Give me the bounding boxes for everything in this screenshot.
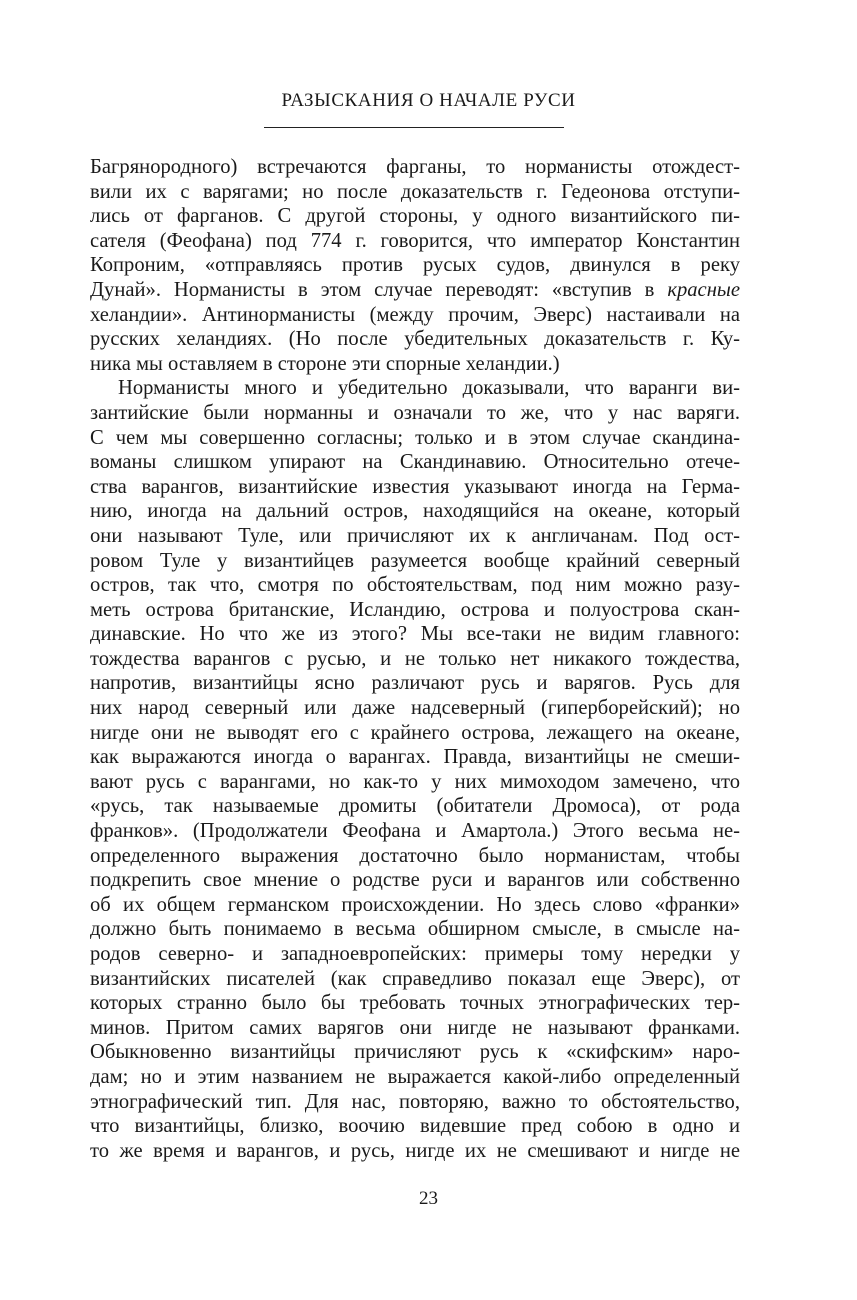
text-line-content: Копроним, «отправляясь против русых судов, двинулся в реку xyxy=(90,254,740,277)
text-line-content: «русь, так называемые дромиты (обитатели Дромоса), от рода xyxy=(90,795,740,818)
text-line xyxy=(90,1065,740,1090)
text-line-content: франков». (Продолжатели Феофана и Амартола.) Этого весьма не- xyxy=(90,820,740,843)
text-line xyxy=(90,401,740,426)
text-line xyxy=(90,327,740,352)
text-line xyxy=(90,180,740,205)
text-line xyxy=(90,204,740,229)
text-line xyxy=(90,1040,740,1065)
text-line xyxy=(90,1090,740,1115)
text-line-content: Дунай». Норманисты в этом случае переводят: «вступив в xyxy=(90,278,668,301)
text-line-content: то же время и варангов, и русь, нигде их не смешивают и нигде не xyxy=(90,1139,740,1162)
text-line-content: подкрепить свое мнение о родстве руси и варангов или собственно xyxy=(90,869,740,892)
text-line xyxy=(90,1139,740,1164)
text-line xyxy=(90,253,740,278)
text-line-content: ства варангов, византийские известия указывают иногда на Герма- xyxy=(90,475,740,498)
text-line-content: меть острова британские, Исландию, острова и полуострова скан- xyxy=(90,598,740,621)
text-line-content: вили их с варягами; но после доказательств г. Гедеонова отступи- xyxy=(90,180,740,203)
text-line-content: воманы слишком упирают на Скандинавию. Относительно отече- xyxy=(90,451,740,474)
page-number: 23 xyxy=(419,1188,438,1209)
text-line xyxy=(90,598,740,623)
text-line-content: дам; но и этим названием не выражается какой-либо определенный xyxy=(90,1065,740,1088)
text-line-content: которых странно было бы требовать точных этнографических тер- xyxy=(90,992,740,1015)
text-line xyxy=(90,278,740,303)
text-line-content: что византийцы, близко, воочию видевшие пред собою в одно и xyxy=(90,1115,740,1138)
italic-emphasis: красные xyxy=(667,278,740,301)
text-line-content: определенного выражения достаточно было норманистам, чтобы xyxy=(90,844,740,867)
text-line-content: тождества варангов с русью, и не только нет никакого тождества, xyxy=(90,647,740,670)
text-line xyxy=(90,647,740,672)
text-line-content: зантийские были норманны и означали то же, что у нас варяги. xyxy=(90,401,740,424)
text-line xyxy=(90,819,740,844)
text-line-content: динавские. Но что же из этого? Мы все-таки не видим главного: xyxy=(90,623,740,646)
text-line-content: напротив, византийцы ясно различают русь и варягов. Русь для xyxy=(90,672,740,695)
text-line xyxy=(90,475,740,500)
text-line-content: об их общем германском происхождении. Но здесь слово «франки» xyxy=(90,893,740,916)
text-line-content: они называют Туле, или причисляют их к англичанам. Под ост- xyxy=(90,524,740,547)
text-line xyxy=(90,991,740,1016)
text-line xyxy=(90,844,740,869)
text-line xyxy=(90,155,740,180)
text-line-content: этнографический тип. Для нас, повторяю, важно то обстоятельство, xyxy=(90,1090,740,1113)
text-line xyxy=(90,426,740,451)
text-line xyxy=(90,917,740,942)
text-line xyxy=(90,376,740,401)
text-line xyxy=(90,524,740,549)
text-line-content: вают русь с варангами, но как-то у них мимоходом замечено, что xyxy=(90,770,740,793)
text-line xyxy=(90,942,740,967)
text-line-content: сателя (Феофана) под 774 г. говорится, что император Константин xyxy=(90,229,740,252)
text-line-content: родов северно- и западноевропейских: примеры тому нередки у xyxy=(90,943,740,965)
text-line xyxy=(90,696,740,721)
text-line-content: минов. Притом самих варягов они нигде не называют франками. xyxy=(90,1016,740,1039)
text-line xyxy=(90,967,740,992)
text-line xyxy=(90,721,740,746)
text-line-content: как выражаются иногда о варангах. Правда, византийцы не смеши- xyxy=(90,746,740,769)
text-line-content: остров, так что, смотря по обстоятельствам, под ним можно разу- xyxy=(90,574,740,597)
text-line xyxy=(90,1114,740,1139)
text-line xyxy=(90,745,740,770)
text-line xyxy=(90,229,740,254)
text-line xyxy=(90,499,740,524)
text-line xyxy=(90,794,740,819)
text-line xyxy=(90,868,740,893)
text-line-content: Багрянородного) встречаются фарганы, то норманисты отождест- xyxy=(90,156,740,178)
text-line-content: ника мы оставляем в стороне эти спорные хеландии.) xyxy=(90,352,560,375)
text-line-content: нию, иногда на дальний остров, находящийся на океане, который xyxy=(90,500,740,523)
text-line-content: византийских писателей (как справедливо показал еще Эверс), от xyxy=(90,967,740,990)
text-line xyxy=(90,622,740,647)
text-line xyxy=(90,450,740,475)
running-head: РАЗЫСКАНИЯ О НАЧАЛЕ РУСИ xyxy=(281,90,576,111)
text-line-content: хеландии». Антинорманисты (между прочим, Эверс) настаивали на xyxy=(90,303,740,326)
text-line xyxy=(90,1016,740,1041)
text-line xyxy=(90,303,740,328)
text-line-content: лись от фарганов. С другой стороны, у одного византийского пи- xyxy=(90,205,740,228)
text-line-content: С чем мы совершенно согласны; только и в этом случае скандина- xyxy=(90,426,740,449)
text-line-content: ровом Туле у византийцев разумеется вообще крайний северный xyxy=(90,549,740,572)
text-line-content: них народ северный или даже надсеверный (гиперборейский); но xyxy=(90,697,740,720)
text-line-content: Норманисты много и убедительно доказывали, что варанги ви- xyxy=(118,377,740,400)
header-rule xyxy=(264,127,564,128)
text-line xyxy=(90,770,740,795)
text-line-content: русских хеландиях. (Но после убедительных доказательств г. Ку- xyxy=(90,328,740,351)
text-line xyxy=(90,352,740,377)
text-line-content: Обыкновенно византийцы причисляют русь к «скифским» наро- xyxy=(90,1041,740,1064)
body-text xyxy=(90,155,740,1163)
text-line xyxy=(90,671,740,696)
text-line xyxy=(90,549,740,574)
text-line xyxy=(90,573,740,598)
text-line-content: должно быть понимаемо в весьма обширном смысле, в смысле на- xyxy=(90,918,740,941)
text-line xyxy=(90,893,740,918)
text-line-content: нигде они не выводят его с крайнего острова, лежащего на океане, xyxy=(90,721,740,744)
